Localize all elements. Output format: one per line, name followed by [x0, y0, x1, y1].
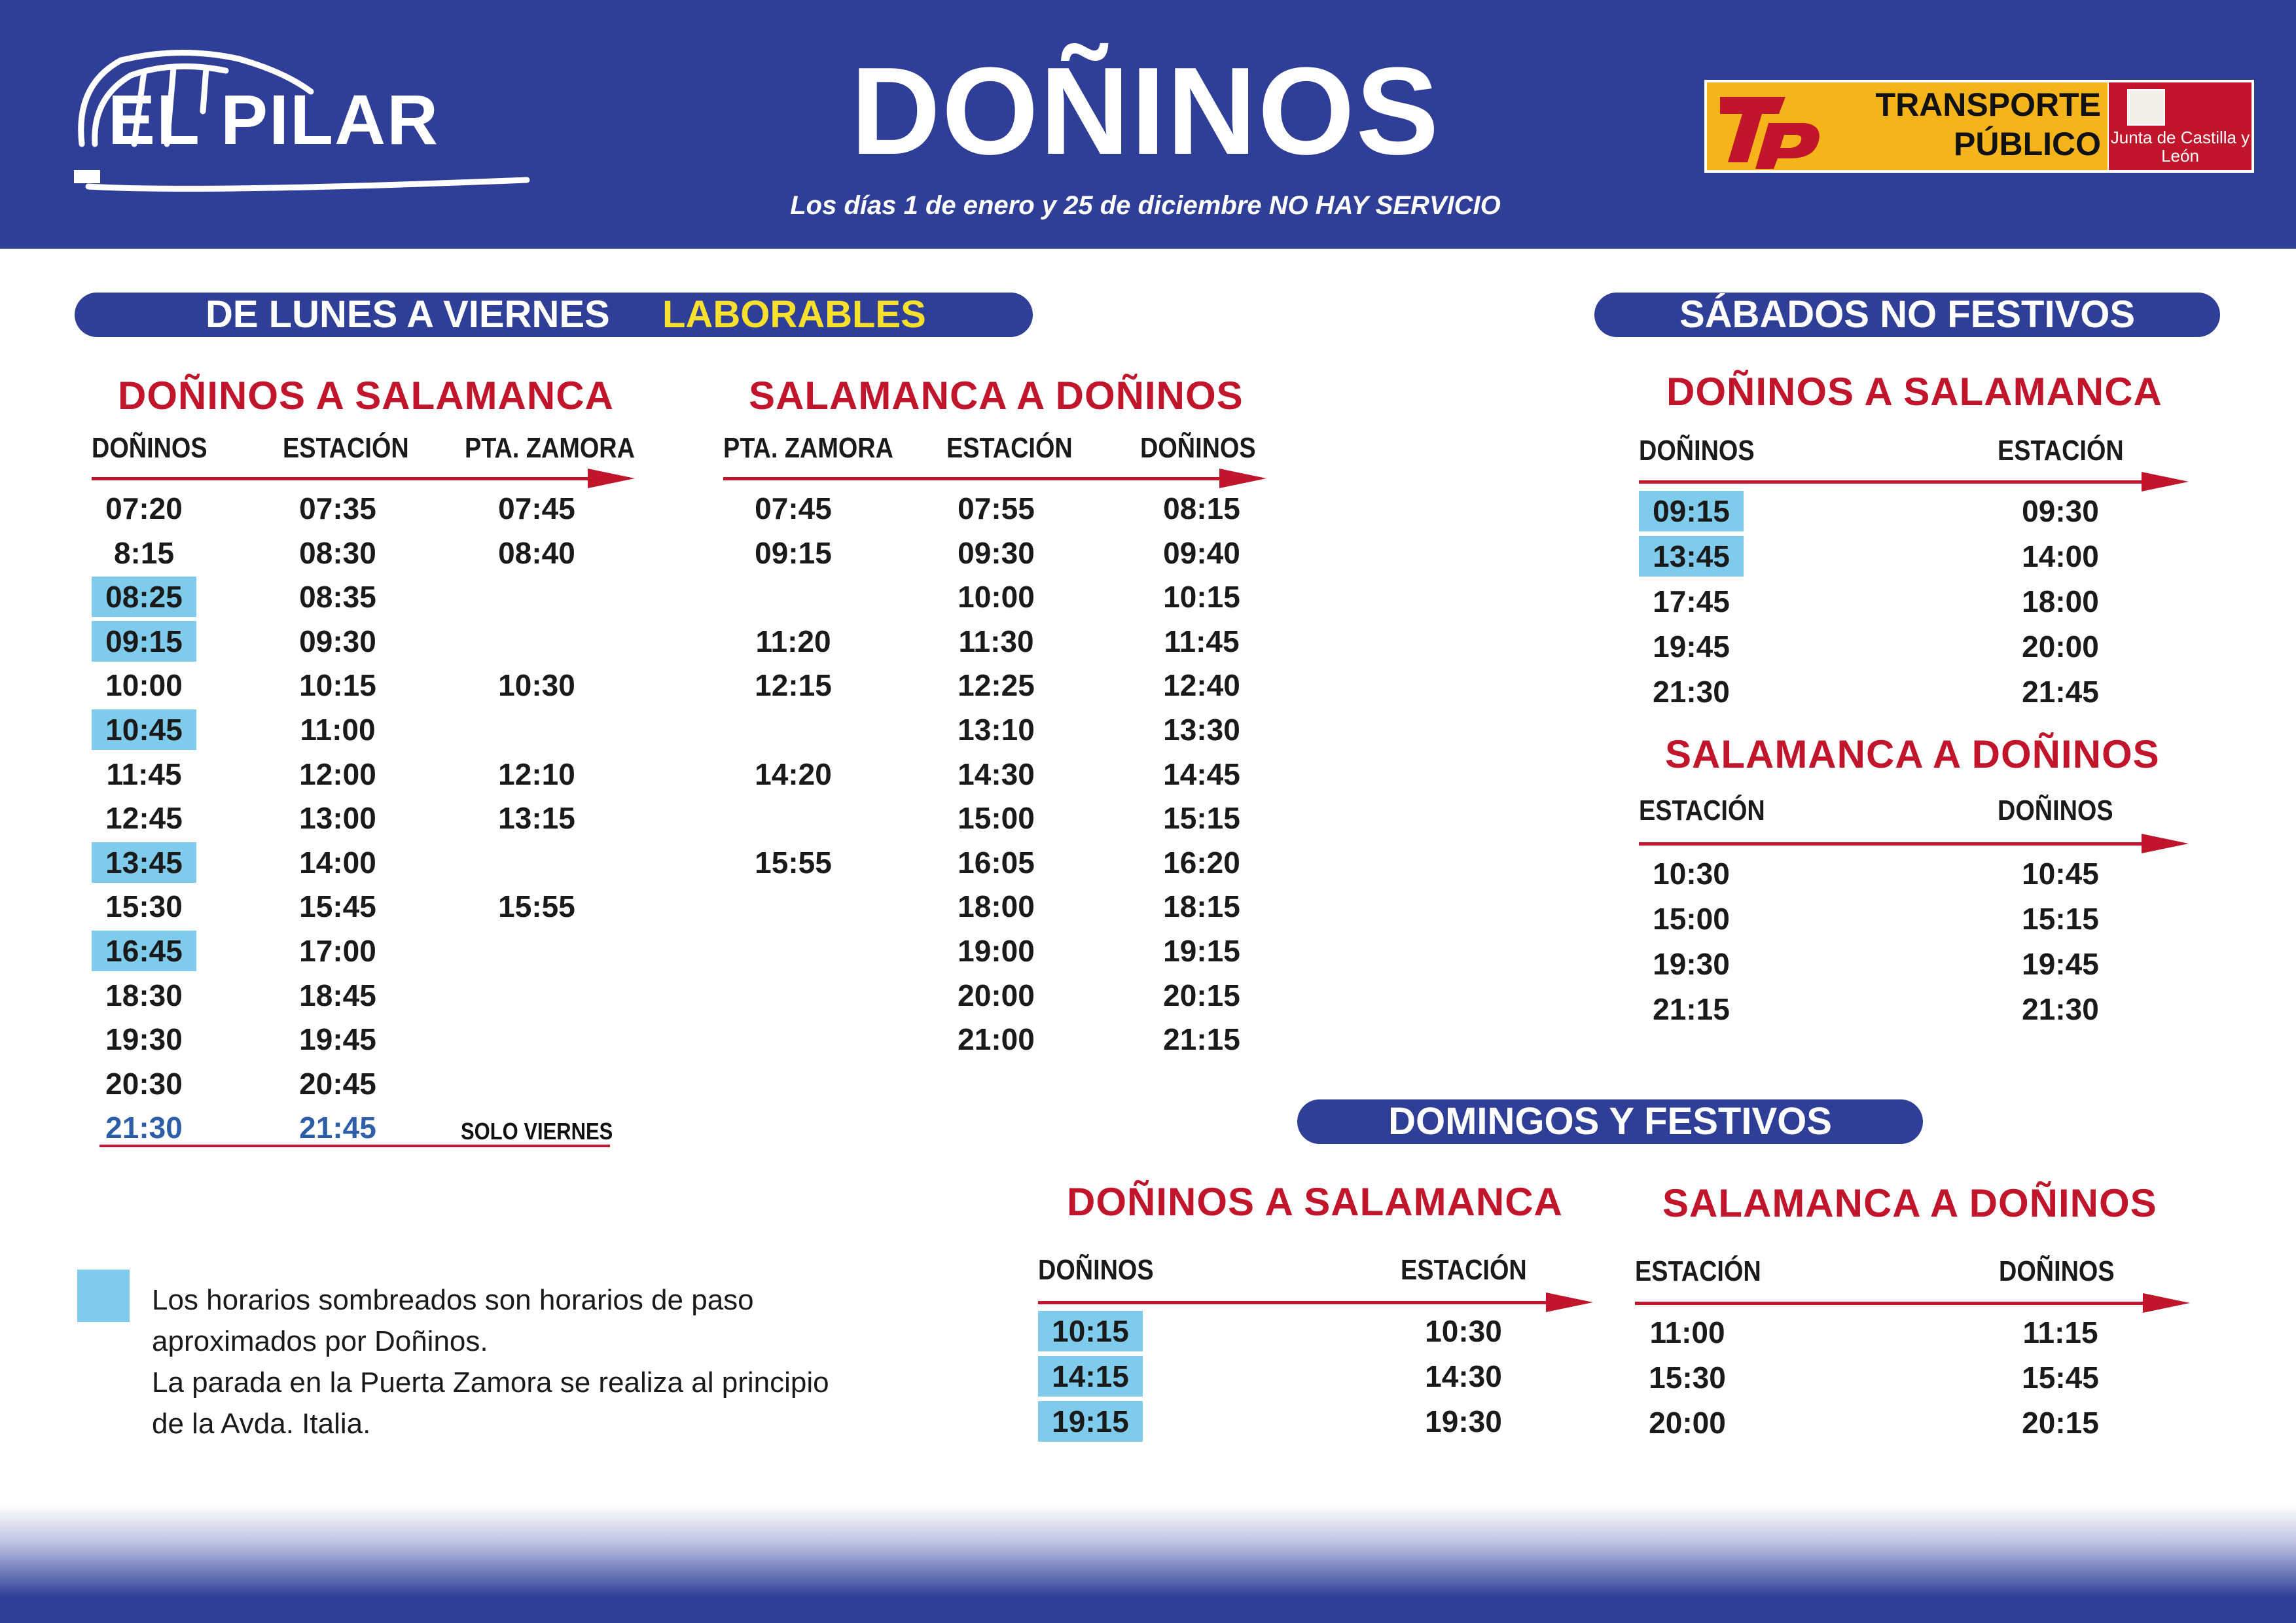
saturday-to-donos-title: SALAMANCA A DOÑINOS	[1665, 732, 2160, 776]
arrival-time: 18:15	[1163, 889, 1240, 924]
station-time: 18:00	[958, 889, 1035, 924]
weekday-to-donos-title: SALAMANCA A DOÑINOS	[749, 374, 1244, 418]
time-cell: 21:30	[1653, 675, 1730, 709]
time-cell: 20:00	[1649, 1406, 1726, 1440]
zamora-time: 15:55	[498, 889, 575, 924]
zamora-time: 12:15	[755, 668, 832, 703]
station-time: 09:30	[958, 535, 1035, 570]
direction-arrow	[1639, 472, 2189, 491]
tp-line-2: PÚBLICO	[1954, 126, 2101, 162]
junta-label: Junta de Castilla y León	[2110, 128, 2250, 166]
station-time: 17:00	[299, 934, 376, 968]
direction-arrow	[1635, 1293, 2190, 1313]
time-cell: 09:15	[1639, 491, 1744, 531]
sunday-to-salamanca-title: DOÑINOS A SALAMANCA	[1067, 1180, 1563, 1224]
arrival-time: 14:45	[1163, 757, 1240, 791]
station-time: 12:25	[958, 668, 1035, 703]
departure-time: 18:30	[105, 978, 183, 1012]
departure-time: 08:25	[92, 577, 196, 617]
column-header: PTA. ZAMORA	[465, 432, 635, 464]
station-time: 12:00	[299, 757, 376, 791]
weekday-pill	[75, 293, 1033, 337]
station-time: 20:45	[299, 1066, 376, 1101]
zamora-time: 10:30	[498, 668, 575, 703]
station-time: 11:30	[958, 624, 1034, 658]
time-cell: 15:00	[1653, 902, 1730, 936]
direction-arrow	[1038, 1293, 1593, 1312]
column-header: DOÑINOS	[1998, 794, 2113, 827]
station-time: 07:55	[958, 491, 1035, 526]
station-time: 08:35	[299, 580, 376, 615]
column-header: ESTACIÓN	[1998, 435, 2124, 467]
departure-time: 11:45	[106, 757, 182, 791]
arrival-time: 10:15	[1163, 580, 1240, 615]
direction-arrow	[1639, 834, 2189, 853]
arrival-time: 11:45	[1164, 624, 1240, 658]
departure-time: 09:15	[92, 621, 196, 662]
station-time: 18:45	[299, 978, 376, 1012]
time-cell: 21:30	[2022, 992, 2099, 1026]
time-cell: 21:45	[2022, 675, 2099, 709]
time-cell: 15:45	[2022, 1361, 2099, 1395]
arrival-time: 19:15	[1163, 934, 1240, 968]
legend-line: La parada en la Puerta Zamora se realiza al principio	[152, 1366, 829, 1399]
time-cell: 09:30	[2022, 494, 2099, 528]
station-time: 09:30	[299, 624, 376, 658]
time-cell: 13:45	[1639, 536, 1744, 577]
station-time: 13:10	[958, 713, 1035, 747]
arrival-time: 13:30	[1163, 713, 1240, 747]
zamora-time: 08:40	[498, 535, 575, 570]
legend-text	[152, 1279, 905, 1444]
direction-arrow	[92, 469, 635, 488]
station-time: 11:00	[300, 713, 376, 747]
tp-line-1: TRANSPORTE	[1875, 86, 2101, 123]
time-cell: 11:00	[1649, 1315, 1725, 1349]
zamora-time: 07:45	[755, 491, 832, 526]
time-cell: 18:00	[2022, 584, 2099, 618]
column-header: ESTACIÓN	[946, 432, 1073, 464]
time-cell: 21:15	[1653, 992, 1730, 1026]
column-header: ESTACIÓN	[1401, 1254, 1527, 1286]
arrival-time: 12:40	[1163, 668, 1240, 703]
station-time: 20:00	[958, 978, 1035, 1012]
legend-line: Los horarios sombreados son horarios de paso	[152, 1284, 754, 1316]
time-cell: 20:00	[2022, 630, 2099, 664]
time-cell: 20:15	[2022, 1406, 2099, 1440]
page-title: DOÑINOS	[850, 42, 1441, 181]
departure-time: 10:45	[92, 709, 196, 750]
column-header: ESTACIÓN	[1635, 1255, 1761, 1287]
sunday-pill	[1297, 1099, 1923, 1144]
station-time: 16:05	[958, 845, 1035, 880]
time-cell: 19:45	[2022, 947, 2099, 981]
saturday-pill	[1594, 293, 2220, 337]
station-time: 15:45	[299, 889, 376, 924]
column-header: DOÑINOS	[1639, 435, 1755, 467]
legend-line: de la Avda. Italia.	[152, 1408, 371, 1440]
weekday-pill-accent: LABORABLES	[662, 293, 926, 336]
time-cell: 15:15	[2022, 902, 2099, 936]
column-header: DOÑINOS	[1140, 432, 1256, 464]
saturday-pill-label: SÁBADOS NO FESTIVOS	[1679, 293, 2136, 336]
time-cell: 14:30	[1425, 1359, 1502, 1393]
arrival-time: 21:15	[1163, 1022, 1240, 1057]
weekday-to-salamanca-title: DOÑINOS A SALAMANCA	[118, 374, 614, 418]
departure-time: 21:30	[105, 1111, 183, 1145]
arrival-time: 15:15	[1163, 801, 1240, 836]
zamora-time: 09:15	[755, 535, 832, 570]
departure-time: 12:45	[105, 801, 183, 836]
departure-time: 07:20	[105, 491, 183, 526]
solo-viernes-note: SOLO VIERNES	[461, 1118, 613, 1145]
station-time: 10:15	[299, 668, 376, 703]
arrival-time: 09:40	[1163, 535, 1240, 570]
station-time: 07:35	[299, 491, 376, 526]
station-time: 08:30	[299, 535, 376, 570]
time-cell: 17:45	[1653, 584, 1730, 618]
time-cell: 19:30	[1425, 1404, 1502, 1438]
station-time: 19:45	[299, 1022, 376, 1057]
time-cell: 14:15	[1038, 1356, 1143, 1397]
departure-time: 19:30	[105, 1022, 183, 1057]
arrival-time: 08:15	[1163, 491, 1240, 526]
departure-time: 10:00	[105, 668, 183, 703]
column-header: DOÑINOS	[92, 432, 207, 464]
time-cell: 19:15	[1038, 1401, 1143, 1442]
zamora-time: 14:20	[755, 757, 832, 791]
zamora-time: 15:55	[755, 845, 832, 880]
zamora-time: 13:15	[498, 801, 575, 836]
time-cell: 10:15	[1038, 1311, 1143, 1351]
column-header: ESTACIÓN	[1639, 794, 1765, 827]
time-cell: 19:45	[1653, 630, 1730, 664]
zamora-time: 07:45	[498, 491, 575, 526]
zamora-time: 12:10	[498, 757, 575, 791]
station-time: 14:00	[299, 845, 376, 880]
time-cell: 19:30	[1653, 947, 1730, 981]
legend-line: aproximados por Doñinos.	[152, 1325, 488, 1357]
time-cell: 10:45	[2022, 857, 2099, 891]
column-header: ESTACIÓN	[283, 432, 409, 464]
departure-time: 8:15	[113, 535, 175, 570]
weekday-pill-label: DE LUNES A VIERNES	[206, 293, 610, 336]
saturday-to-salamanca-title: DOÑINOS A SALAMANCA	[1666, 370, 2162, 414]
sunday-pill-label: DOMINGOS Y FESTIVOS	[1388, 1100, 1832, 1143]
station-time: 21:45	[299, 1111, 376, 1145]
departure-time: 20:30	[105, 1066, 183, 1101]
column-header: PTA. ZAMORA	[723, 432, 893, 464]
departure-time: 15:30	[105, 889, 183, 924]
highlight-legend-swatch	[77, 1270, 130, 1322]
station-time: 19:00	[958, 934, 1035, 968]
arrival-time: 20:15	[1163, 978, 1240, 1012]
station-time: 15:00	[958, 801, 1035, 836]
sunday-to-donos-title: SALAMANCA A DOÑINOS	[1662, 1181, 2157, 1225]
station-time: 10:00	[958, 580, 1035, 615]
time-cell: 10:30	[1425, 1314, 1502, 1348]
departure-time: 13:45	[92, 842, 196, 883]
time-cell: 14:00	[2022, 539, 2099, 573]
column-header: DOÑINOS	[1038, 1254, 1154, 1286]
station-time: 13:00	[299, 801, 376, 836]
junta-crest-icon	[2127, 89, 2165, 126]
station-time: 21:00	[958, 1022, 1035, 1057]
service-notice: Los días 1 de enero y 25 de diciembre NO HAY SERVICIO	[790, 191, 1501, 220]
zamora-time: 11:20	[755, 624, 831, 658]
time-cell: 11:15	[2022, 1315, 2098, 1349]
footer-band	[0, 1505, 2296, 1623]
column-header: DOÑINOS	[1999, 1255, 2115, 1287]
departure-time: 16:45	[92, 931, 196, 971]
station-time: 14:30	[958, 757, 1035, 791]
time-cell: 15:30	[1649, 1361, 1726, 1395]
direction-arrow	[723, 469, 1266, 488]
tp-mark-icon	[1713, 85, 1825, 169]
arrival-time: 16:20	[1163, 845, 1240, 880]
brand-name: EL PILAR	[108, 80, 440, 159]
time-cell: 10:30	[1653, 857, 1730, 891]
